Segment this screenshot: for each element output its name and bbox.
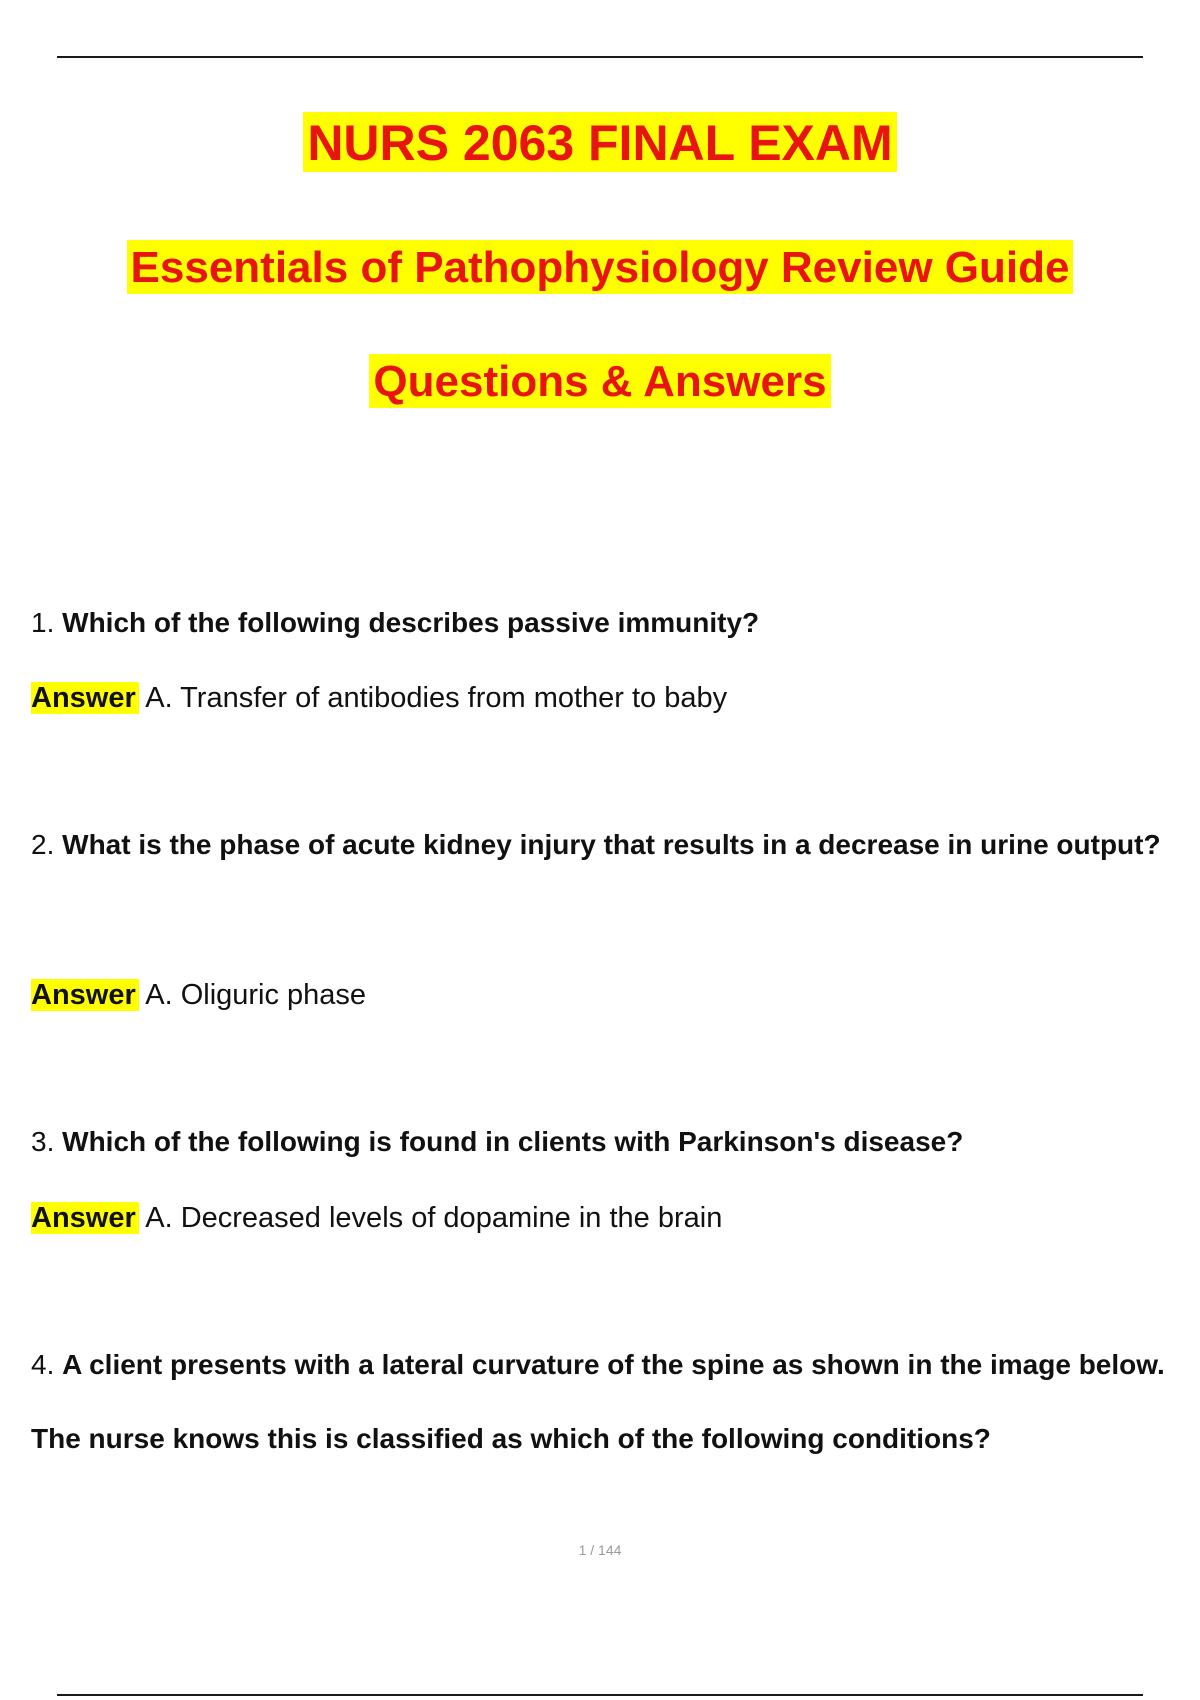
question-text: Which of the following describes passive immunity? — [62, 607, 760, 638]
answer-label: Answer — [31, 979, 139, 1011]
top-rule — [57, 56, 1143, 58]
subtitle-row — [0, 240, 1200, 294]
question-number: 3. — [31, 1126, 55, 1157]
question-text: What is the phase of acute kidney injury that results in a decrease in urine output? — [62, 829, 1161, 860]
document-subtitle: Essentials of Pathophysiology Review Guide — [127, 240, 1074, 294]
question-1 — [31, 586, 1196, 660]
subtitle2-row — [0, 354, 1200, 408]
document-title: NURS 2063 FINAL EXAM — [303, 112, 896, 172]
document-subtitle-2: Questions & Answers — [369, 354, 830, 408]
answer-2 — [31, 975, 366, 1015]
question-text: Which of the following is found in clients with Parkinson's disease? — [62, 1126, 964, 1157]
answer-label: Answer — [31, 682, 139, 714]
question-number: 1. — [31, 607, 55, 638]
question-4 — [31, 1328, 1196, 1476]
bottom-rule — [57, 1694, 1143, 1696]
answer-text: A. Decreased levels of dopamine in the brain — [145, 1202, 723, 1234]
answer-1 — [31, 678, 727, 718]
answer-label: Answer — [31, 1202, 139, 1234]
answer-3 — [31, 1198, 722, 1238]
question-text: A client presents with a lateral curvature of the spine as shown in the image below. The nurse knows this is classified as which of the following conditions? — [31, 1349, 1165, 1454]
question-2 — [31, 808, 1196, 882]
title-row — [0, 112, 1200, 172]
question-3 — [31, 1105, 1196, 1179]
page-indicator: 1 / 144 — [578, 1542, 622, 1558]
answer-text: A. Transfer of antibodies from mother to baby — [145, 682, 728, 714]
answer-text: A. Oliguric phase — [145, 979, 367, 1011]
question-number: 4. — [31, 1349, 55, 1380]
question-number: 2. — [31, 829, 55, 860]
